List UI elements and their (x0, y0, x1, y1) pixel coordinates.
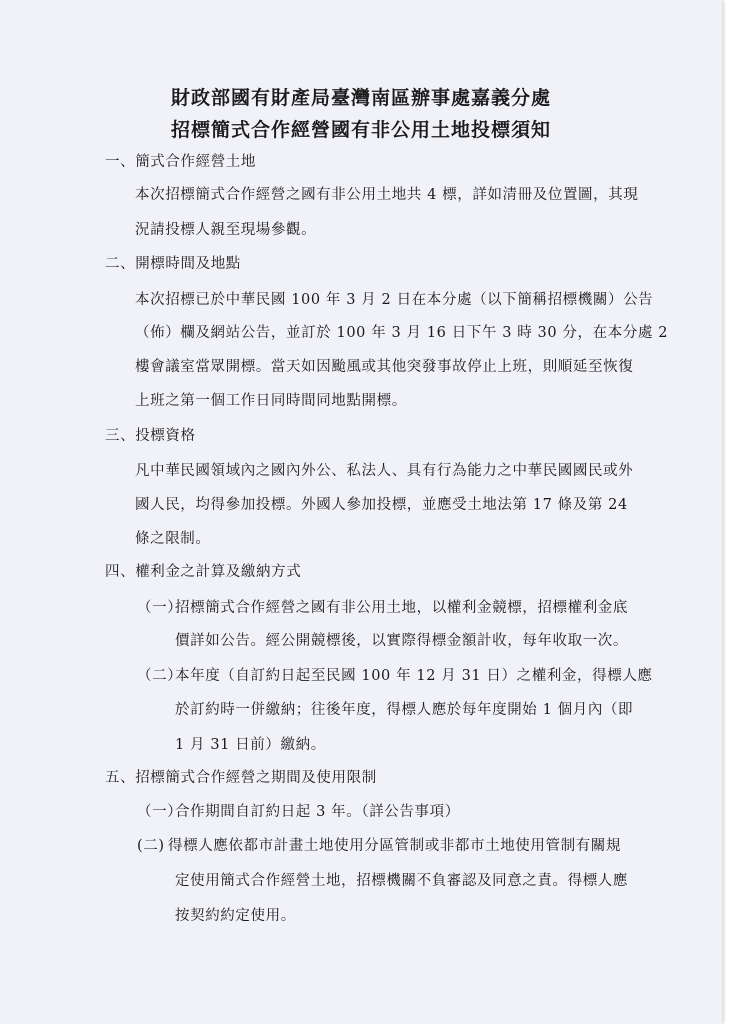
section-5-item-2-text: 按契約約定使用。 (175, 908, 296, 924)
list-marker: （二） (137, 668, 183, 684)
section-5-item-1-text: 合作期間自訂約日起 3 年。（詳公告事項） (175, 804, 460, 820)
section-4-item-2-text: 1 月 31 日前）繳納。 (175, 737, 326, 753)
section-1-text: 本次招標簡式合作經營之國有非公用土地共 4 標，詳如清冊及位置圖，其現 (135, 187, 639, 203)
section-3-text: 凡中華民國領域內之國內外公、私法人、具有行為能力之中華民國國民或外 (135, 463, 634, 479)
section-1-text: 況請投標人親至現場參觀。 (135, 222, 317, 238)
document-title-line-1: 財政部國有財產局臺灣南區辦事處嘉義分處 (170, 87, 551, 109)
section-4-item-1-text: 價詳如公告。經公開競標後，以實際得標金額計收，每年收取一次。 (175, 633, 628, 649)
list-marker: （一） (137, 804, 183, 820)
section-5-item-2-text: 得標人應依都市計畫土地使用分區管制或非都市土地使用管制有關規 (168, 838, 621, 854)
section-2-heading: 二、開標時間及地點 (105, 256, 241, 272)
section-2-text: 本次招標已於中華民國 100 年 3 月 2 日在本分處（以下簡稱招標機關）公告 (135, 292, 654, 308)
section-1-heading: 一、簡式合作經營土地 (105, 154, 256, 170)
section-3-text: 條之限制。 (135, 531, 211, 547)
section-4-item-2-text: 於訂約時一併繳納；往後年度，得標人應於每年度開始 1 個月內（即 (175, 702, 634, 718)
section-5-item-2-text: 定使用簡式合作經營土地，招標機關不負審認及同意之責。得標人應 (175, 873, 628, 889)
document-title-line-2: 招標簡式合作經營國有非公用土地投標須知 (170, 119, 551, 141)
list-marker: （一） (137, 600, 183, 616)
section-4-item-1-text: 招標簡式合作經營之國有非公用土地，以權利金競標，招標權利金底 (175, 600, 628, 616)
section-2-text: （佈）欄及網站公告，並訂於 100 年 3 月 16 日下午 3 時 30 分，在本分處 2 (135, 325, 669, 341)
section-5-heading: 五、招標簡式合作經營之期間及使用限制 (105, 770, 377, 786)
section-3-text: 國人民，均得參加投標。外國人參加投標，並應受土地法第 17 條及第 24 (135, 497, 628, 513)
section-4-heading: 四、權利金之計算及繳納方式 (105, 564, 302, 580)
section-4-item-2-text: 本年度（自訂約日起至民國 100 年 12 月 31 日）之權利金，得標人應 (175, 668, 653, 684)
list-marker: (二) (137, 838, 165, 854)
section-3-heading: 三、投標資格 (105, 428, 196, 444)
section-2-text: 上班之第一個工作日同時間同地點開標。 (135, 393, 407, 409)
section-2-text: 樓會議室當眾開標。當天如因颱風或其他突發事故停止上班，則順延至恢復 (135, 359, 634, 375)
